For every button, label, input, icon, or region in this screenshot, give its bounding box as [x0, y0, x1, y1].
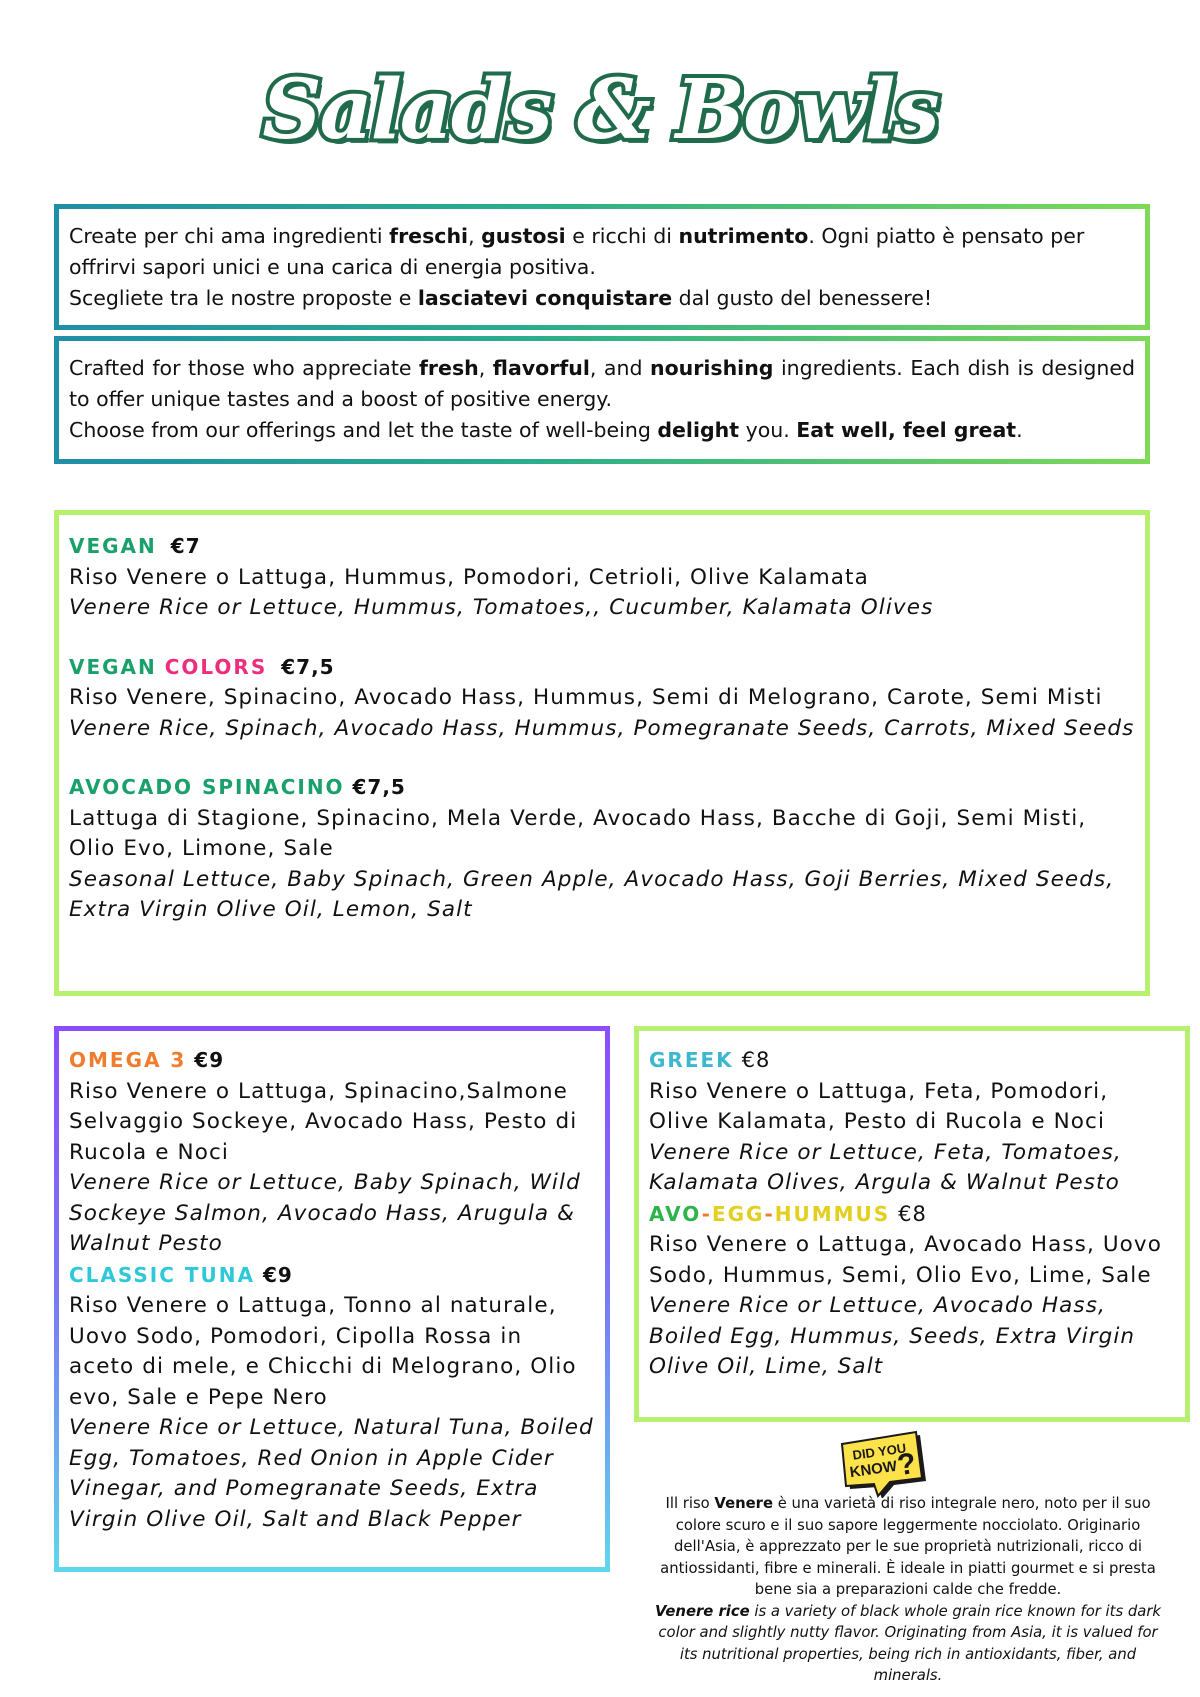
did-you-know-english [648, 1601, 1168, 1687]
item-price: €9 [194, 1048, 225, 1072]
intro-it-bold: lasciatevi conquistare [417, 286, 673, 310]
intro-it-text: Create per chi ama ingredienti [69, 224, 390, 248]
intro-it-text: dal gusto del benessere! [672, 286, 933, 310]
item-desc-it: Riso Venere o Lattuga, Tonno al naturale, Uovo Sodo, Pomodori, Cipolla Rossa in aceto di mele, e Chicchi di Melograno, Olio evo, Sale e Pepe Nero [69, 1293, 577, 1410]
intro-english-box [54, 336, 1150, 464]
item-desc-en: Venere Rice or Lettuce, Feta, Tomatoes, Kalamata Olives, Argula & Walnut Pesto [649, 1139, 1122, 1195]
menu-item-vegan [69, 531, 1135, 624]
dyk-it-bold: Venere [714, 1495, 774, 1512]
main-menu-box [54, 510, 1150, 996]
intro-english-text [59, 341, 1145, 446]
item-desc-en: Venere Rice or Lettuce, Baby Spinach, Wild Sockeye Salmon, Avocado Hass, Arugula & Walnut Pesto [69, 1170, 581, 1256]
item-name: CLASSIC TUNA [69, 1262, 255, 1287]
right-menu-box [634, 1026, 1190, 1422]
intro-en-bold: Eat well, feel great [796, 418, 1017, 442]
intro-it-text: , [468, 224, 482, 248]
item-name-dash: - [764, 1201, 775, 1226]
did-you-know-badge [830, 1428, 928, 1498]
intro-en-bold: fresh [419, 356, 479, 380]
did-you-know-italian [648, 1493, 1168, 1601]
item-name-egg: EGG [711, 1201, 765, 1226]
item-name: AVOCADO SPINACINO [69, 775, 345, 799]
left-menu-box [54, 1026, 610, 1572]
intro-en-bold: delight [657, 418, 740, 442]
item-desc-en: Venere Rice, Spinach, Avocado Hass, Hummus, Pomegranate Seeds, Carrots, Mixed Seeds [69, 715, 1135, 741]
question-mark-icon: ? [895, 1446, 919, 1483]
did-you-know-text [648, 1493, 1168, 1687]
item-desc-it: Lattuga di Stagione, Spinacino, Mela Verde, Avocado Hass, Bacche di Goji, Semi Misti, Olio Evo, Limone, Sale [69, 805, 1087, 861]
item-desc-it: Riso Venere o Lattuga, Feta, Pomodori, Olive Kalamata, Pesto di Rucola e Noci [649, 1078, 1109, 1134]
item-price: €8 [898, 1201, 927, 1226]
item-price: €8 [741, 1048, 771, 1072]
intro-it-text: e ricchi di [565, 224, 679, 248]
intro-en-text: ingredients. Each dish is designed to offer unique tastes and a boost of positive energy. [69, 356, 1135, 411]
intro-it-bold: nutrimento [678, 224, 809, 248]
intro-en-text: , and [589, 356, 650, 380]
badge-line-2: KNOW [848, 1457, 899, 1482]
intro-it-bold: freschi [389, 224, 469, 248]
item-desc-it: Riso Venere o Lattuga, Hummus, Pomodori, Cetrioli, Olive Kalamata [69, 564, 869, 590]
item-price: €9 [262, 1262, 293, 1287]
item-price: €7 [170, 534, 201, 558]
item-desc-it: Riso Venere, Spinacino, Avocado Hass, Hummus, Semi di Melograno, Carote, Semi Misti [69, 685, 1103, 710]
item-price: €7,5 [352, 775, 406, 799]
item-price: €7,5 [281, 654, 335, 679]
item-desc-it: Riso Venere o Lattuga, Avocado Hass, Uovo Sodo, Hummus, Semi, Olio Evo, Lime, Sale [649, 1232, 1163, 1288]
dyk-en-bold: Venere rice [655, 1602, 750, 1620]
item-name-accent: COLORS [164, 654, 268, 679]
item-name: OMEGA 3 [69, 1048, 187, 1072]
item-name: VEGAN [69, 534, 157, 558]
menu-item-classic-tuna [69, 1260, 595, 1536]
intro-it-text: . Ogni piatto è pensato per offrirvi sapori unici e una carica di energia positiva. [69, 224, 1085, 279]
menu-item-greek [649, 1045, 1175, 1199]
intro-en-text: Choose from our offerings and let the taste of well-being [69, 418, 658, 442]
dyk-it-text: è una varietà di riso integrale nero, noto per il suo colore scuro e il suo sapore leggermente nocciolato. Originario dell'Asia, è apprezzato per le sue proprietà nutrizionali, ricco di antiossidanti, fibre e minerali. È ideale in piatti gourmet e si presta bene sia a preparazioni calde che fredde. [660, 1495, 1156, 1598]
menu-item-vegan-colors [69, 652, 1135, 745]
page-title: Salads & Bowls [262, 62, 938, 158]
item-name-dash: - [701, 1201, 712, 1226]
badge-line-1: DID YOU [851, 1440, 908, 1463]
item-desc-en: Venere Rice or Lettuce, Natural Tuna, Boiled Egg, Tomatoes, Red Onion in Apple Cider Vinegar, and Pomegranate Seeds, Extra Virgin Olive Oil, Salt and Black Pepper [69, 1415, 594, 1532]
intro-italian-box [54, 204, 1150, 330]
intro-it-bold: gustosi [481, 224, 566, 248]
menu-item-omega-3 [69, 1045, 595, 1260]
item-desc-en: Venere Rice or Lettuce, Hummus, Tomatoes,, Cucumber, Kalamata Olives [69, 595, 934, 620]
item-name-hummus: HUMMUS [774, 1201, 891, 1226]
intro-en-text: . [1016, 418, 1023, 442]
dyk-it-text: Ill riso [665, 1495, 715, 1512]
item-desc-en: Venere Rice or Lettuce, Avocado Hass, Boiled Egg, Hummus, Seeds, Extra Virgin Olive Oil, Lime, Salt [649, 1293, 1136, 1379]
item-desc-it: Riso Venere o Lattuga, Spinacino,Salmone Selvaggio Sockeye, Avocado Hass, Pesto di Rucola e Noci [69, 1078, 578, 1165]
menu-item-avocado-spinacino [69, 772, 1135, 926]
item-name: GREEK [649, 1048, 734, 1072]
item-name: VEGAN [69, 654, 157, 679]
dyk-en-text: is a variety of black whole grain rice known for its dark color and slightly nutty flavor. Originating from Asia, it is valued for its nutritional properties, being rich in antioxidants, fiber, and minerals. [658, 1602, 1161, 1684]
menu-item-avo-egg-hummus [649, 1199, 1175, 1383]
item-name-avo: AVO [649, 1201, 702, 1226]
intro-en-text: you. [739, 418, 797, 442]
intro-en-text: , [478, 356, 493, 380]
intro-en-bold: flavorful [492, 356, 590, 380]
intro-italian-text [59, 209, 1145, 314]
intro-en-text: Crafted for those who appreciate [69, 356, 420, 380]
intro-it-text: Scegliete tra le nostre proposte e [69, 286, 418, 310]
intro-en-bold: nourishing [649, 356, 774, 380]
item-desc-en: Seasonal Lettuce, Baby Spinach, Green Apple, Avocado Hass, Goji Berries, Mixed Seeds, Extra Virgin Olive Oil, Lemon, Salt [69, 866, 1115, 922]
